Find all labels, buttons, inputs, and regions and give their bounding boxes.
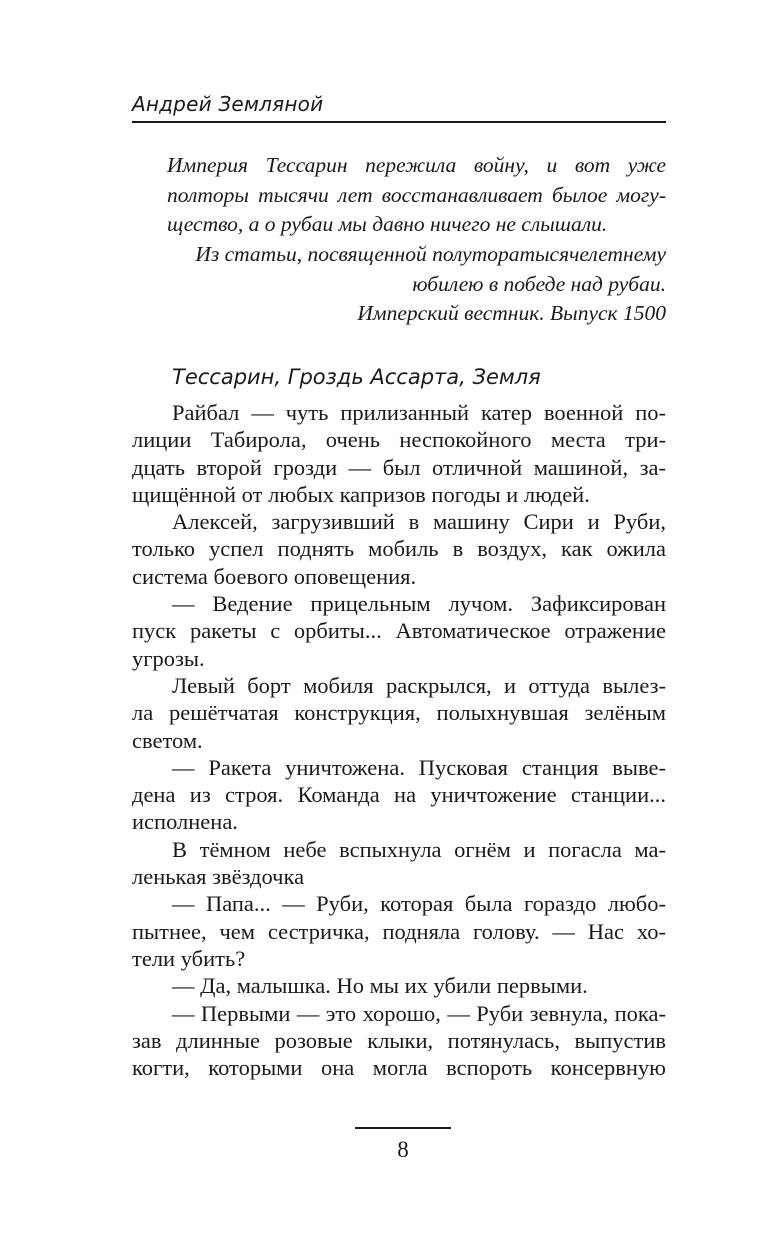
epigraph-line: полторы тысячи лет восстанавливает былое могу- — [167, 182, 666, 207]
body-line: светом. — [132, 727, 203, 753]
body-line: — Ведение прицельным лучом. Зафиксирован — [172, 591, 666, 617]
attribution-line: Имперский вестник. Выпуск 1500 — [357, 301, 666, 325]
body-line: ла решётчатая конструкция, полыхнувшая зелёным — [132, 700, 666, 726]
body-line: Райбал — чуть прилизанный катер военной по- — [172, 400, 666, 425]
body-line: пытнее, чем сестричка, подняла голову. — Нас хо- — [132, 918, 666, 944]
epigraph-line: щество, а о рубаи мы давно ничего не слышали. — [167, 212, 608, 236]
page-number: 8 — [397, 1137, 409, 1162]
section-heading: Тессарин, Гроздь Ассарта, Земля — [172, 365, 541, 389]
epigraph-line: Империя Тессарин пережила войну, и вот уже — [167, 153, 666, 177]
body-line: система боевого оповещения. — [132, 563, 417, 589]
body-line: — Первыми — это хорошо, — Руби зевнула, пока- — [172, 1000, 666, 1026]
body-line: — Папа... — Руби, которая была гораздо любо- — [172, 891, 666, 917]
body-line: щищённой от любых капризов погоды и людей. — [132, 481, 590, 507]
body-line: исполнена. — [132, 809, 238, 835]
body-line: лиции Табирола, очень неспокойного места три- — [132, 427, 666, 453]
running-header-author: Андрей Земляной — [132, 92, 324, 116]
attribution-line: Из статьи, посвященной полуторатысячелетнему — [195, 242, 666, 266]
body-line: Алексей, загрузивший в машину Сири и Руби, — [172, 509, 666, 535]
header-rule — [132, 121, 666, 123]
epigraph — [167, 151, 666, 240]
epigraph-attribution — [167, 240, 666, 329]
attribution-line: юбилею в победе над рубаи. — [412, 271, 666, 296]
footer-rule — [355, 1127, 451, 1129]
body-line: зав длинные розовые клыки, потянулась, выпустив — [132, 1027, 666, 1053]
body-line: угрозы. — [132, 645, 205, 671]
body-line: — Да, малышка. Но мы их убили первыми. — [172, 973, 588, 999]
body-line: дцать второй грозди — был отличной машиной, за- — [132, 454, 666, 480]
body-line: — Ракета уничтожена. Пусковая станция выве- — [172, 754, 666, 780]
body-line: В тёмном небе вспыхнула огнём и погасла ма- — [172, 836, 666, 862]
body-line: Левый борт мобиля раскрылся, и оттуда вылез- — [172, 672, 666, 698]
body-line: только успел поднять мобиль в воздух, как ожила — [132, 536, 666, 562]
body-text — [132, 399, 666, 1081]
body-line: ленькая звёздочка — [132, 864, 305, 890]
body-line: когти, которыми она могла вспороть консервную — [132, 1055, 666, 1081]
body-line: тели убить? — [132, 945, 246, 971]
body-line: дена из строя. Команда на уничтожение станции... — [132, 782, 666, 808]
body-line: пуск ракеты с орбиты... Автоматическое отражение — [132, 618, 666, 644]
